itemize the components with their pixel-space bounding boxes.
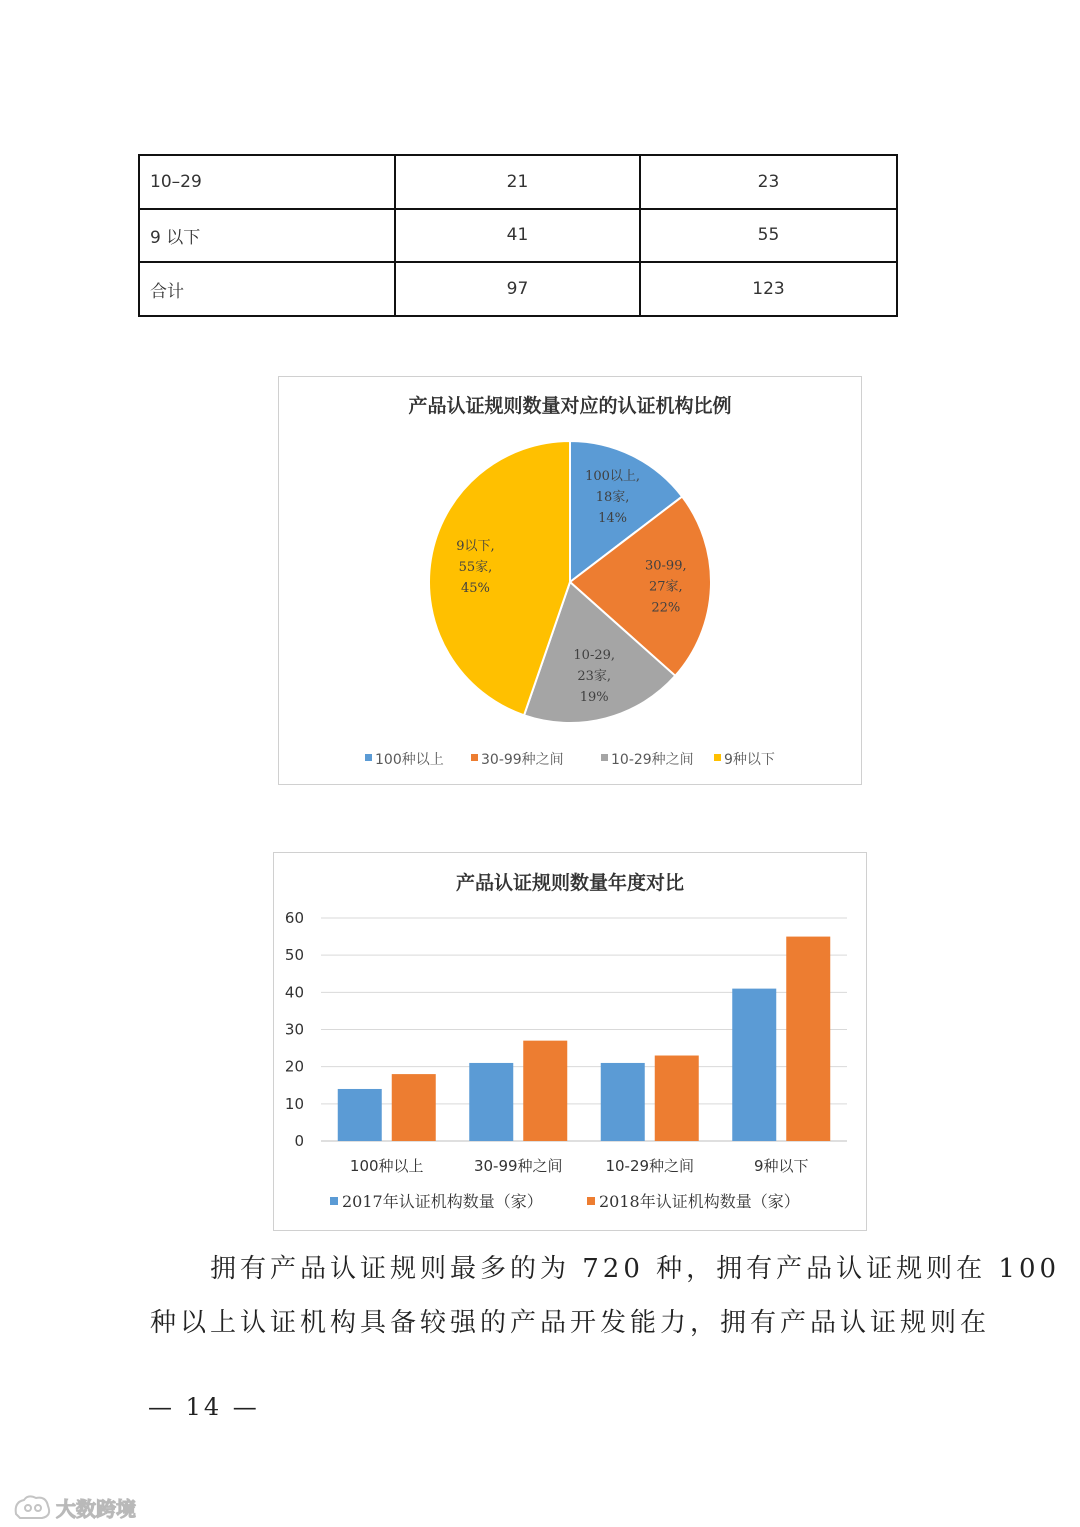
watermark-logo-icon xyxy=(12,1492,52,1522)
table-cell: 55 xyxy=(640,209,897,263)
bar-chart-svg xyxy=(274,853,866,1230)
table-cell: 123 xyxy=(640,262,897,316)
pie-chart xyxy=(278,376,862,785)
bar-2-0 xyxy=(601,1063,645,1141)
legend-label: 2018年认证机构数量（家） xyxy=(599,1192,800,1211)
table-row xyxy=(139,209,897,263)
pie-chart-title: 产品认证规则数量对应的认证机构比例 xyxy=(408,395,732,417)
x-category-label: 10-29种之间 xyxy=(605,1157,695,1175)
bar-chart-title: 产品认证规则数量年度对比 xyxy=(455,872,685,894)
paragraph-line-1: 拥有产品认证规则最多的为 720 种，拥有产品认证规则在 100 xyxy=(210,1254,1061,1284)
legend-swatch xyxy=(714,754,721,761)
paragraph-line-2: 种以上认证机构具备较强的产品开发能力，拥有产品认证规则在 xyxy=(150,1308,991,1338)
bar-3-0 xyxy=(732,989,776,1141)
table-row xyxy=(139,155,897,209)
legend-label: 100种以上 xyxy=(375,752,444,768)
pie-data-label: 10-29, xyxy=(573,647,616,663)
page-number: — 14 — xyxy=(148,1393,260,1421)
pie-data-label: 45% xyxy=(460,581,490,597)
table-cell: 97 xyxy=(395,262,640,316)
pie-data-label: 19% xyxy=(579,689,609,705)
y-tick-label: 0 xyxy=(294,1132,304,1150)
pie-data-label: 55家, xyxy=(458,560,493,576)
legend-swatch xyxy=(330,1197,338,1205)
y-tick-label: 40 xyxy=(284,983,304,1002)
table-cell: 23 xyxy=(640,155,897,209)
legend-swatch xyxy=(471,754,478,761)
pie-data-label: 30-99, xyxy=(645,558,687,574)
pie-data-label: 100以上, xyxy=(585,469,641,485)
table-cell: 21 xyxy=(395,155,640,209)
table-cell: 41 xyxy=(395,209,640,263)
pie-data-label: 14% xyxy=(598,511,627,527)
y-tick-label: 50 xyxy=(284,946,304,965)
x-category-label: 30-99种之间 xyxy=(473,1157,563,1175)
legend-swatch xyxy=(587,1197,595,1205)
watermark xyxy=(12,1490,136,1524)
legend-swatch xyxy=(365,754,372,761)
legend-label: 9种以下 xyxy=(724,752,775,768)
data-table xyxy=(138,154,898,317)
legend-label: 10-29种之间 xyxy=(611,752,694,768)
pie-data-label: 9以下, xyxy=(456,539,495,555)
bar-chart xyxy=(273,852,867,1231)
bar-2-1 xyxy=(655,1056,699,1141)
y-tick-label: 10 xyxy=(284,1094,304,1113)
y-tick-label: 30 xyxy=(284,1020,304,1039)
pie-data-label: 27家, xyxy=(648,579,683,595)
y-tick-label: 20 xyxy=(284,1057,304,1076)
pie-chart-svg xyxy=(279,377,861,784)
x-category-label: 9种以下 xyxy=(753,1157,809,1175)
table-cell: 合计 xyxy=(139,262,395,316)
watermark-text: 大数跨境 xyxy=(56,1496,136,1521)
bar-3-1 xyxy=(786,937,830,1141)
pie-data-label: 23家, xyxy=(577,668,612,684)
bar-1-0 xyxy=(469,1063,513,1141)
legend-label: 2017年认证机构数量（家） xyxy=(342,1192,543,1211)
x-category-label: 100种以上 xyxy=(349,1157,424,1175)
legend-swatch xyxy=(601,754,608,761)
table-cell: 10–29 xyxy=(139,155,395,209)
bar-0-1 xyxy=(392,1074,436,1141)
y-tick-label: 60 xyxy=(284,909,304,927)
table-row xyxy=(139,262,897,316)
pie-data-label: 18家, xyxy=(595,490,630,506)
legend-label: 30-99种之间 xyxy=(481,752,564,768)
bar-0-0 xyxy=(338,1089,382,1141)
table-cell: 9 以下 xyxy=(139,209,395,263)
pie-data-label: 22% xyxy=(651,600,681,616)
bar-1-1 xyxy=(523,1041,567,1141)
